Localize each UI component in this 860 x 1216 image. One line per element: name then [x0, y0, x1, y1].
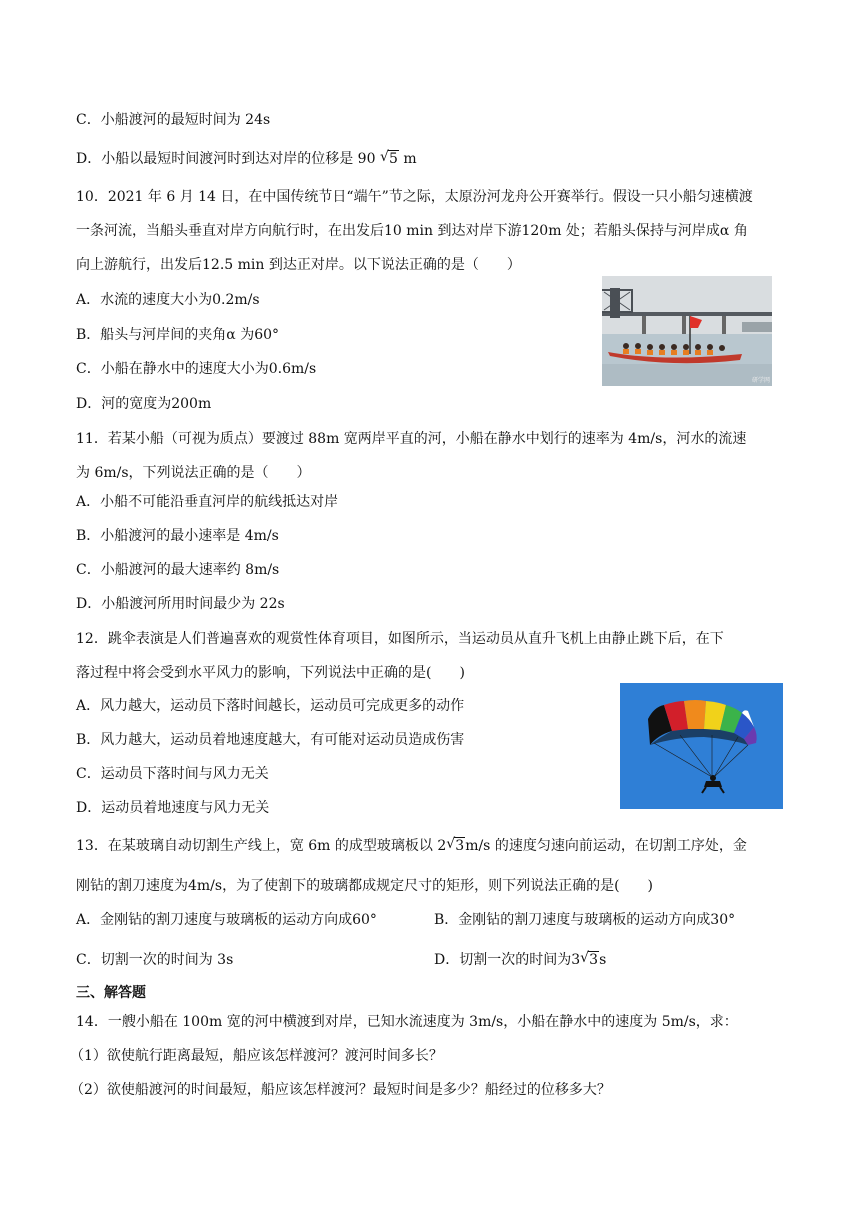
- q12-option-c: C．运动员下落时间与风力无关: [76, 766, 269, 782]
- q13-option-b: B．金刚钻的割刀速度与玻璃板的运动方向成30°: [434, 912, 736, 928]
- parachute-photo: [620, 683, 783, 809]
- q11-stem-line1: 11．若某小船（可视为质点）要渡过 88m 宽两岸平直的河，小船在静水中划行的速率为 4m/s，河水的流速: [76, 431, 747, 447]
- q14-part2: （2）欲使船渡河的时间最短，船应该怎样渡河？最短时间是多少？船经过的位移多大？: [70, 1082, 611, 1098]
- q9-d-unit: m: [403, 151, 417, 167]
- q9-d-radicand: 5: [388, 151, 398, 167]
- q12-option-d: D．运动员着地速度与风力无关: [76, 800, 270, 816]
- dragon-boat-photo: [602, 276, 772, 386]
- q13-stem-text-b: m/s 的速度匀速向前运动，在切割工序处，金: [465, 838, 747, 854]
- dragon-boat-illustration: [602, 276, 772, 386]
- q13-radicand: 3: [455, 838, 465, 854]
- photo-watermark: 研学网: [752, 377, 771, 384]
- q13-stem-line2: 刚钻的割刀速度为4m/s，为了使割下的玻璃都成规定尺寸的矩形，则下列说法正确的是( ): [76, 878, 654, 894]
- q12-stem-line1: 12．跳伞表演是人们普遍喜欢的观赏性体育项目，如图所示，当运动员从直升飞机上由静止跳下后，在下: [76, 631, 724, 647]
- q11-option-c: C．小船渡河的最大速率约 8m/s: [76, 562, 280, 578]
- q10-option-b: B．船头与河岸间的夹角α 为60°: [76, 327, 280, 343]
- section-heading: 三、解答题: [76, 985, 146, 1001]
- sqrt-symbol: [446, 836, 465, 856]
- q9-option-c: C．小船渡河的最短时间为 24s: [76, 112, 271, 128]
- q13-option-d-text: D．切割一次的时间为3: [434, 952, 581, 968]
- q10-option-d: D．河的宽度为200m: [76, 396, 212, 412]
- q11-stem-line2: 为 6m/s，下列说法正确的是（ ）: [76, 465, 311, 481]
- q13-option-d: [434, 950, 606, 970]
- q12-option-b: B．风力越大，运动员着地速度越大，有可能对运动员造成伤害: [76, 732, 465, 748]
- q10-stem-line2: 一条河流，当船头垂直对岸方向航行时，在出发后10 min 到达对岸下游120m 处；若船头保持与河岸成α 角: [76, 223, 748, 239]
- q12-option-a: A．风力越大，运动员下落时间越长，运动员可完成更多的动作: [76, 698, 465, 714]
- sqrt-symbol: [380, 149, 399, 169]
- q11-option-b: B．小船渡河的最小速率是 4m/s: [76, 528, 279, 544]
- q13-option-c: C．切割一次的时间为 3s: [76, 952, 234, 968]
- q9-option-d: [76, 149, 417, 169]
- q13-stem-line1: [76, 836, 747, 856]
- q12-stem-line2: 落过程中将会受到水平风力的影响，下列说法中正确的是( ): [76, 665, 465, 681]
- q10-option-c: C．小船在静水中的速度大小为0.6m/s: [76, 361, 317, 377]
- q13-stem-text-a: 13．在某玻璃自动切割生产线上，宽 6m 的成型玻璃板以 2: [76, 838, 447, 854]
- q13-d-unit: s: [599, 952, 607, 968]
- q13-d-radicand: 3: [589, 952, 599, 968]
- q10-stem-line1: 10．2021 年 6 月 14 日，在中国传统节日“端午”节之际，太原汾河龙舟公开赛举行。假设一只小船匀速横渡: [76, 189, 753, 205]
- q14-part1: （1）欲使航行距离最短，船应该怎样渡河？渡河时间多长？: [70, 1048, 443, 1064]
- sqrt-symbol: [580, 950, 599, 970]
- q9-option-d-text: D．小船以最短时间渡河时到达对岸的位移是 90: [76, 151, 376, 167]
- q14-stem-line1: 14．一艘小船在 100m 宽的河中横渡到对岸，已知水流速度为 3m/s，小船在静水中的速度为 5m/s，求：: [76, 1014, 738, 1030]
- q10-option-a: A．水流的速度大小为0.2m/s: [76, 292, 260, 308]
- q11-option-d: D．小船渡河所用时间最少为 22s: [76, 596, 285, 612]
- parachute-illustration: [620, 683, 783, 809]
- q10-stem-line3: 向上游航行，出发后12.5 min 到达正对岸。以下说法正确的是（ ）: [76, 257, 521, 273]
- q13-option-a: A．金刚钻的割刀速度与玻璃板的运动方向成60°: [76, 912, 377, 928]
- q11-option-a: A．小船不可能沿垂直河岸的航线抵达对岸: [76, 494, 339, 510]
